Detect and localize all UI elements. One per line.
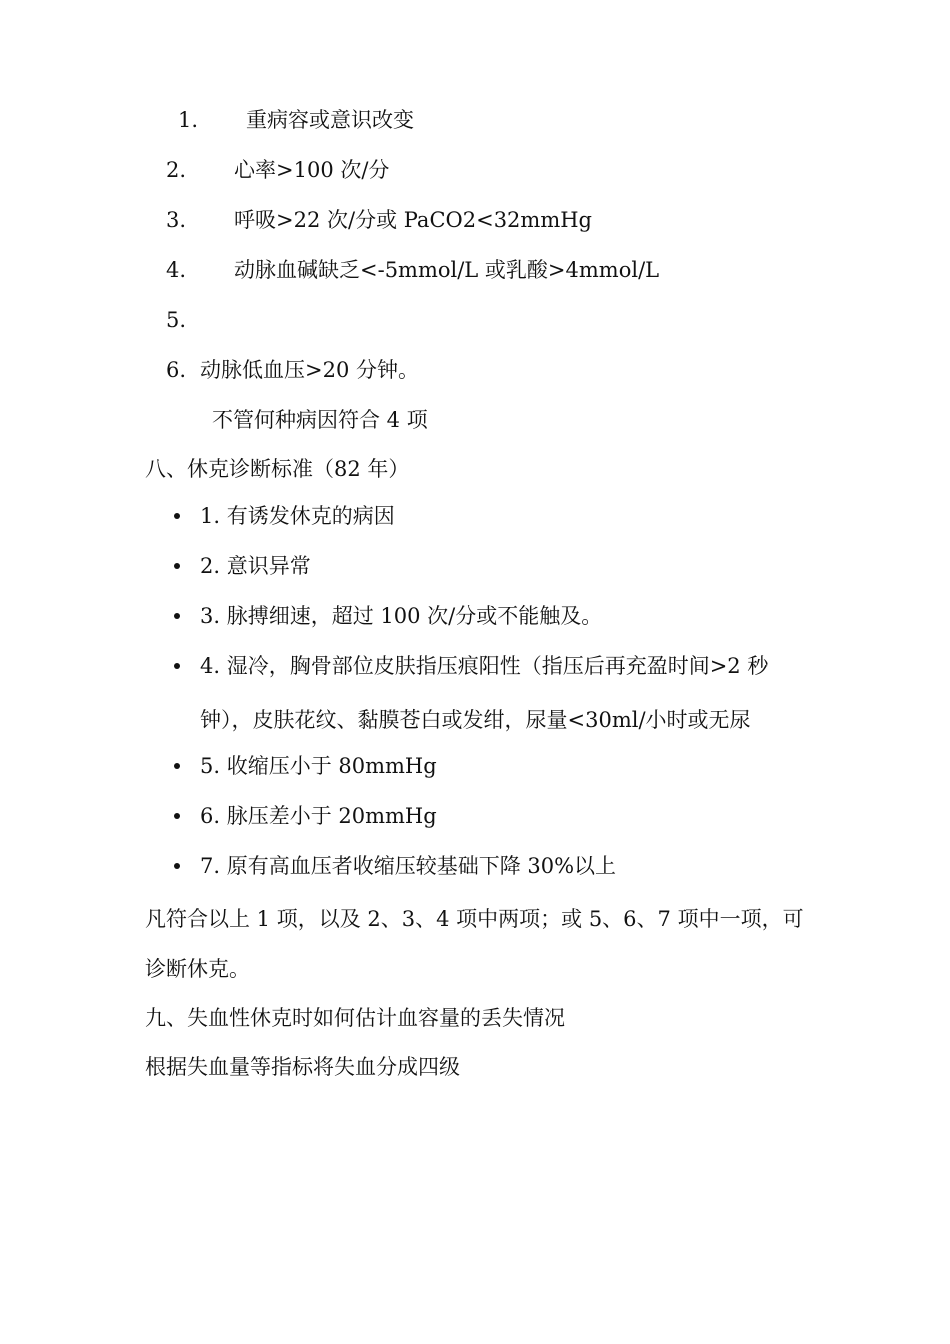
- bullet-item-continuation: 钟），皮肤花纹、黏膜苍白或发绀，尿量<30ml/小时或无尿: [200, 708, 751, 732]
- paragraph: 根据失血量等指标将失血分成四级: [145, 1055, 460, 1079]
- bullet-item: 5. 收缩压小于 80mmHg: [200, 754, 437, 778]
- bullet-item: 7. 原有高血压者收缩压较基础下降 30%以上: [200, 854, 617, 878]
- list-number: 6.: [166, 358, 187, 382]
- bullet-icon: [174, 863, 180, 869]
- section-heading: 九、失血性休克时如何估计血容量的丢失情况: [145, 1006, 565, 1030]
- list-number: 1.: [178, 108, 199, 132]
- bullet-icon: [174, 763, 180, 769]
- list-item-text: 心率>100 次/分: [234, 158, 390, 182]
- bullet-icon: [174, 813, 180, 819]
- list-number: 5.: [166, 308, 187, 332]
- bullet-item: 1. 有诱发休克的病因: [200, 504, 395, 528]
- bullet-icon: [174, 663, 180, 669]
- list-number: 2.: [166, 158, 187, 182]
- list-item-text: 动脉低血压>20 分钟。: [200, 358, 419, 382]
- section-heading: 八、休克诊断标准（82 年）: [145, 457, 410, 481]
- bullet-item: 2. 意识异常: [200, 554, 311, 578]
- bullet-item: 3. 脉搏细速，超过 100 次/分或不能触及。: [200, 604, 603, 628]
- bullet-item: 6. 脉压差小于 20mmHg: [200, 804, 437, 828]
- list-item-text: 重病容或意识改变: [246, 108, 414, 132]
- criteria-note: 不管何种病因符合 4 项: [212, 408, 428, 432]
- list-item-text: 动脉血碱缺乏<-5mmol/L 或乳酸>4mmol/L: [234, 258, 660, 282]
- bullet-icon: [174, 563, 180, 569]
- conclusion-text: 凡符合以上 1 项，以及 2、3、4 项中两项；或 5、6、7 项中一项，可: [145, 907, 804, 931]
- list-number: 3.: [166, 208, 187, 232]
- list-number: 4.: [166, 258, 187, 282]
- bullet-icon: [174, 513, 180, 519]
- conclusion-text: 诊断休克。: [145, 957, 250, 981]
- bullet-item: 4. 湿冷，胸骨部位皮肤指压痕阳性（指压后再充盈时间>2 秒: [200, 654, 769, 678]
- list-item-text: 呼吸>22 次/分或 PaCO2<32mmHg: [234, 208, 592, 232]
- bullet-icon: [174, 613, 180, 619]
